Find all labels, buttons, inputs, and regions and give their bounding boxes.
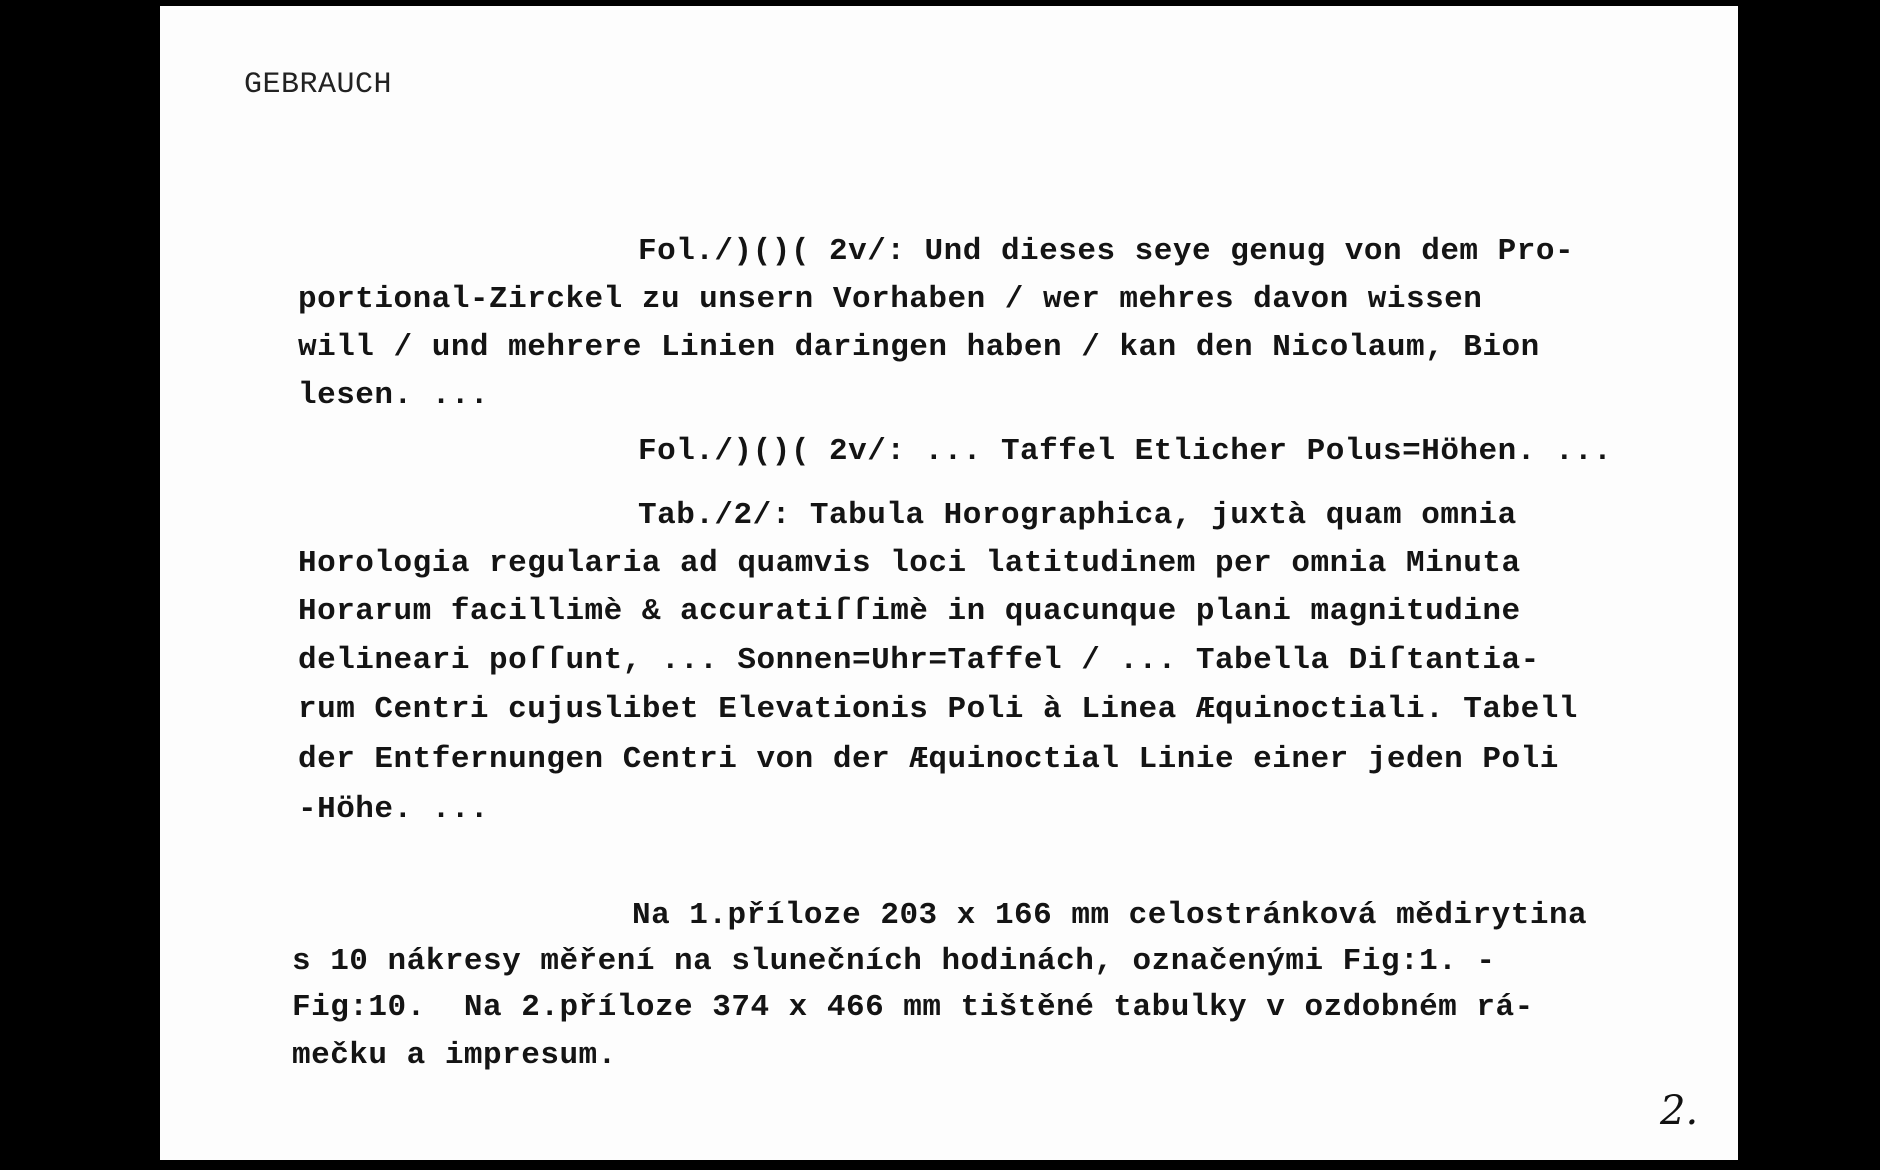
text-line: lesen. ...	[298, 378, 490, 413]
text-line: s 10 nákresy měření na slunečních hodinách, označenými Fig:1. -	[292, 944, 1496, 979]
text-line: delineari poſſunt, ... Sonnen=Uhr=Taffel / ... Tabella Diſtantia-	[298, 643, 1540, 678]
text-line: Fol./)()( 2v/: ... Taffel Etlicher Polus=Höhen. ...	[638, 434, 1613, 469]
handwritten-page-number: 2.	[1660, 1088, 1699, 1134]
text-line: Tab./2/: Tabula Horographica, juxtà quam omnia	[638, 498, 1517, 533]
catalog-card	[160, 6, 1738, 1160]
card-heading: GEBRAUCH	[244, 68, 393, 102]
text-line: mečku a impresum.	[292, 1038, 617, 1073]
text-line: der Entfernungen Centri von der Æquinoctial Linie einer jeden Poli	[298, 742, 1559, 777]
text-line: portional-Zirckel zu unsern Vorhaben / wer mehres davon wissen	[298, 282, 1483, 317]
text-line: -Höhe. ...	[298, 792, 490, 827]
text-line: Fig:10. Na 2.příloze 374 x 466 mm tištěné tabulky v ozdobném rá-	[292, 990, 1534, 1025]
text-line: will / und mehrere Linien daringen haben / kan den Nicolaum, Bion	[298, 330, 1540, 365]
text-line: Fol./)()( 2v/: Und dieses seye genug von dem Pro-	[638, 234, 1575, 269]
text-line: rum Centri cujuslibet Elevationis Poli à Linea Æquinoctiali. Tabell	[298, 692, 1578, 727]
text-line: Horologia regularia ad quamvis loci latitudinem per omnia Minuta	[298, 546, 1521, 581]
text-line: Horarum facillimè & accuratiſſimè in quacunque plani magnitudine	[298, 594, 1521, 629]
text-line: Na 1.příloze 203 x 166 mm celostránková mědirytina	[632, 898, 1588, 933]
